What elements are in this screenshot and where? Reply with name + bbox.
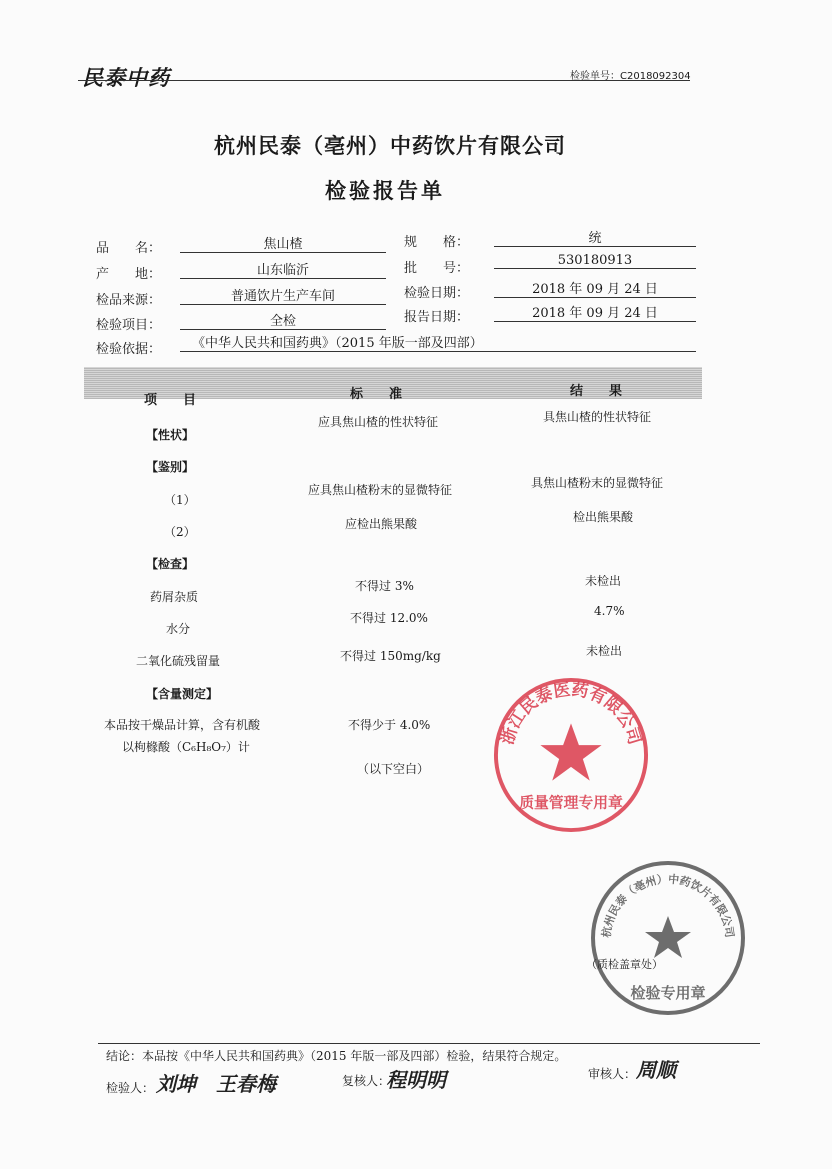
reviewer-label: 复核人： (342, 1074, 391, 1088)
column-standard: 标 准 (350, 387, 403, 402)
company-name: 杭州民泰（亳州）中药饮片有限公司 (214, 133, 566, 158)
section-check: 【检查】 (146, 557, 195, 571)
test-date-value: 2018 年 09 月 24 日 (494, 278, 696, 298)
origin-label: 产 地： (96, 267, 162, 282)
character-standard: 应具焦山楂的性状特征 (318, 415, 439, 429)
column-item: 项 目 (144, 393, 197, 408)
item-value: 全检 (180, 310, 386, 330)
assay-standard: 不得少于 4.0% (348, 718, 431, 732)
report-date-label: 报告日期： (404, 310, 470, 325)
red-stamp-outer-text: 浙江民泰医药有限公司 (496, 678, 646, 747)
source-label: 检品来源： (96, 293, 162, 308)
gray-stamp-outer-text: 杭州民泰（亳州）中药饮片有限公司 (599, 872, 737, 939)
inspection-stamp (588, 858, 748, 1018)
product-label: 品 名： (96, 241, 162, 256)
ident1-standard: 应具焦山楂粉末的显微特征 (308, 483, 453, 497)
water-standard: 不得过 12.0% (350, 611, 428, 625)
water-result: 4.7% (594, 604, 625, 618)
report-date-value: 2018 年 09 月 24 日 (494, 302, 696, 322)
batch-value: 530180913 (494, 253, 696, 269)
basis-value: 《中华人民共和国药典》（2015 年版一部及四部） (180, 332, 696, 352)
test-date-label: 检验日期： (404, 286, 470, 301)
item-label: 检验项目： (96, 318, 162, 333)
approver-label: 审核人： (588, 1067, 637, 1081)
ident1-label: （1） (164, 493, 196, 507)
header-divider (78, 80, 690, 81)
column-result: 结 果 (570, 384, 623, 399)
star-icon (540, 723, 601, 780)
so2-result: 未检出 (586, 644, 623, 658)
conclusion-text: 结论：本品按《中华人民共和国药典》（2015 年版一部及四部）检验，结果符合规定。 (106, 1049, 567, 1063)
batch-label: 批 号： (404, 261, 470, 276)
gray-stamp-inner-text: 检验专用章 (630, 984, 706, 1002)
character-result: 具焦山楂的性状特征 (543, 410, 652, 424)
inspector-label: 检验人： (106, 1081, 155, 1095)
blank-below-note: （以下空白） (357, 762, 430, 776)
so2-label: 二氧化硫残留量 (136, 654, 221, 668)
quality-stamp (492, 676, 650, 834)
reviewer-signature: 程明明 (386, 1068, 446, 1092)
spec-label: 规 格： (404, 235, 470, 250)
approver-signature: 周顺 (636, 1058, 676, 1082)
source-value: 普通饮片生产车间 (180, 285, 386, 305)
ident2-standard: 应检出熊果酸 (345, 517, 418, 531)
impurity-result: 未检出 (585, 574, 622, 588)
origin-value: 山东临沂 (180, 259, 386, 279)
star-icon (645, 916, 691, 958)
section-character: 【性状】 (146, 428, 195, 442)
ident2-result: 检出熊果酸 (573, 510, 634, 524)
spec-value: 统 (494, 227, 696, 247)
stamp-location-note: （质检盖章处） (586, 958, 663, 971)
impurity-label: 药屑杂质 (150, 590, 199, 604)
impurity-standard: 不得过 3% (355, 579, 414, 593)
red-stamp-inner-text: 质量管理专用章 (519, 794, 623, 812)
assay-label-1: 本品按干燥品计算，含有机酸 (104, 718, 261, 732)
so2-standard: 不得过 150mg/kg (340, 649, 441, 663)
ident2-label: （2） (164, 525, 196, 539)
document-title: 检验报告单 (325, 178, 445, 203)
assay-label-2: 以枸橼酸（C₆H₈O₇）计 (122, 740, 250, 754)
company-logo: 民泰中药 (82, 65, 170, 90)
footer-divider (98, 1043, 760, 1044)
water-label: 水分 (166, 622, 191, 636)
ident1-result: 具焦山楂粉末的显微特征 (531, 476, 664, 490)
basis-label: 检验依据： (96, 342, 162, 357)
report-number: 检验单号：C2018092304 (570, 71, 691, 82)
inspector-signature: 刘坤 王春梅 (156, 1072, 276, 1096)
section-identification: 【鉴别】 (146, 460, 195, 474)
product-value: 焦山楂 (180, 233, 386, 253)
section-assay: 【含量测定】 (146, 687, 219, 701)
